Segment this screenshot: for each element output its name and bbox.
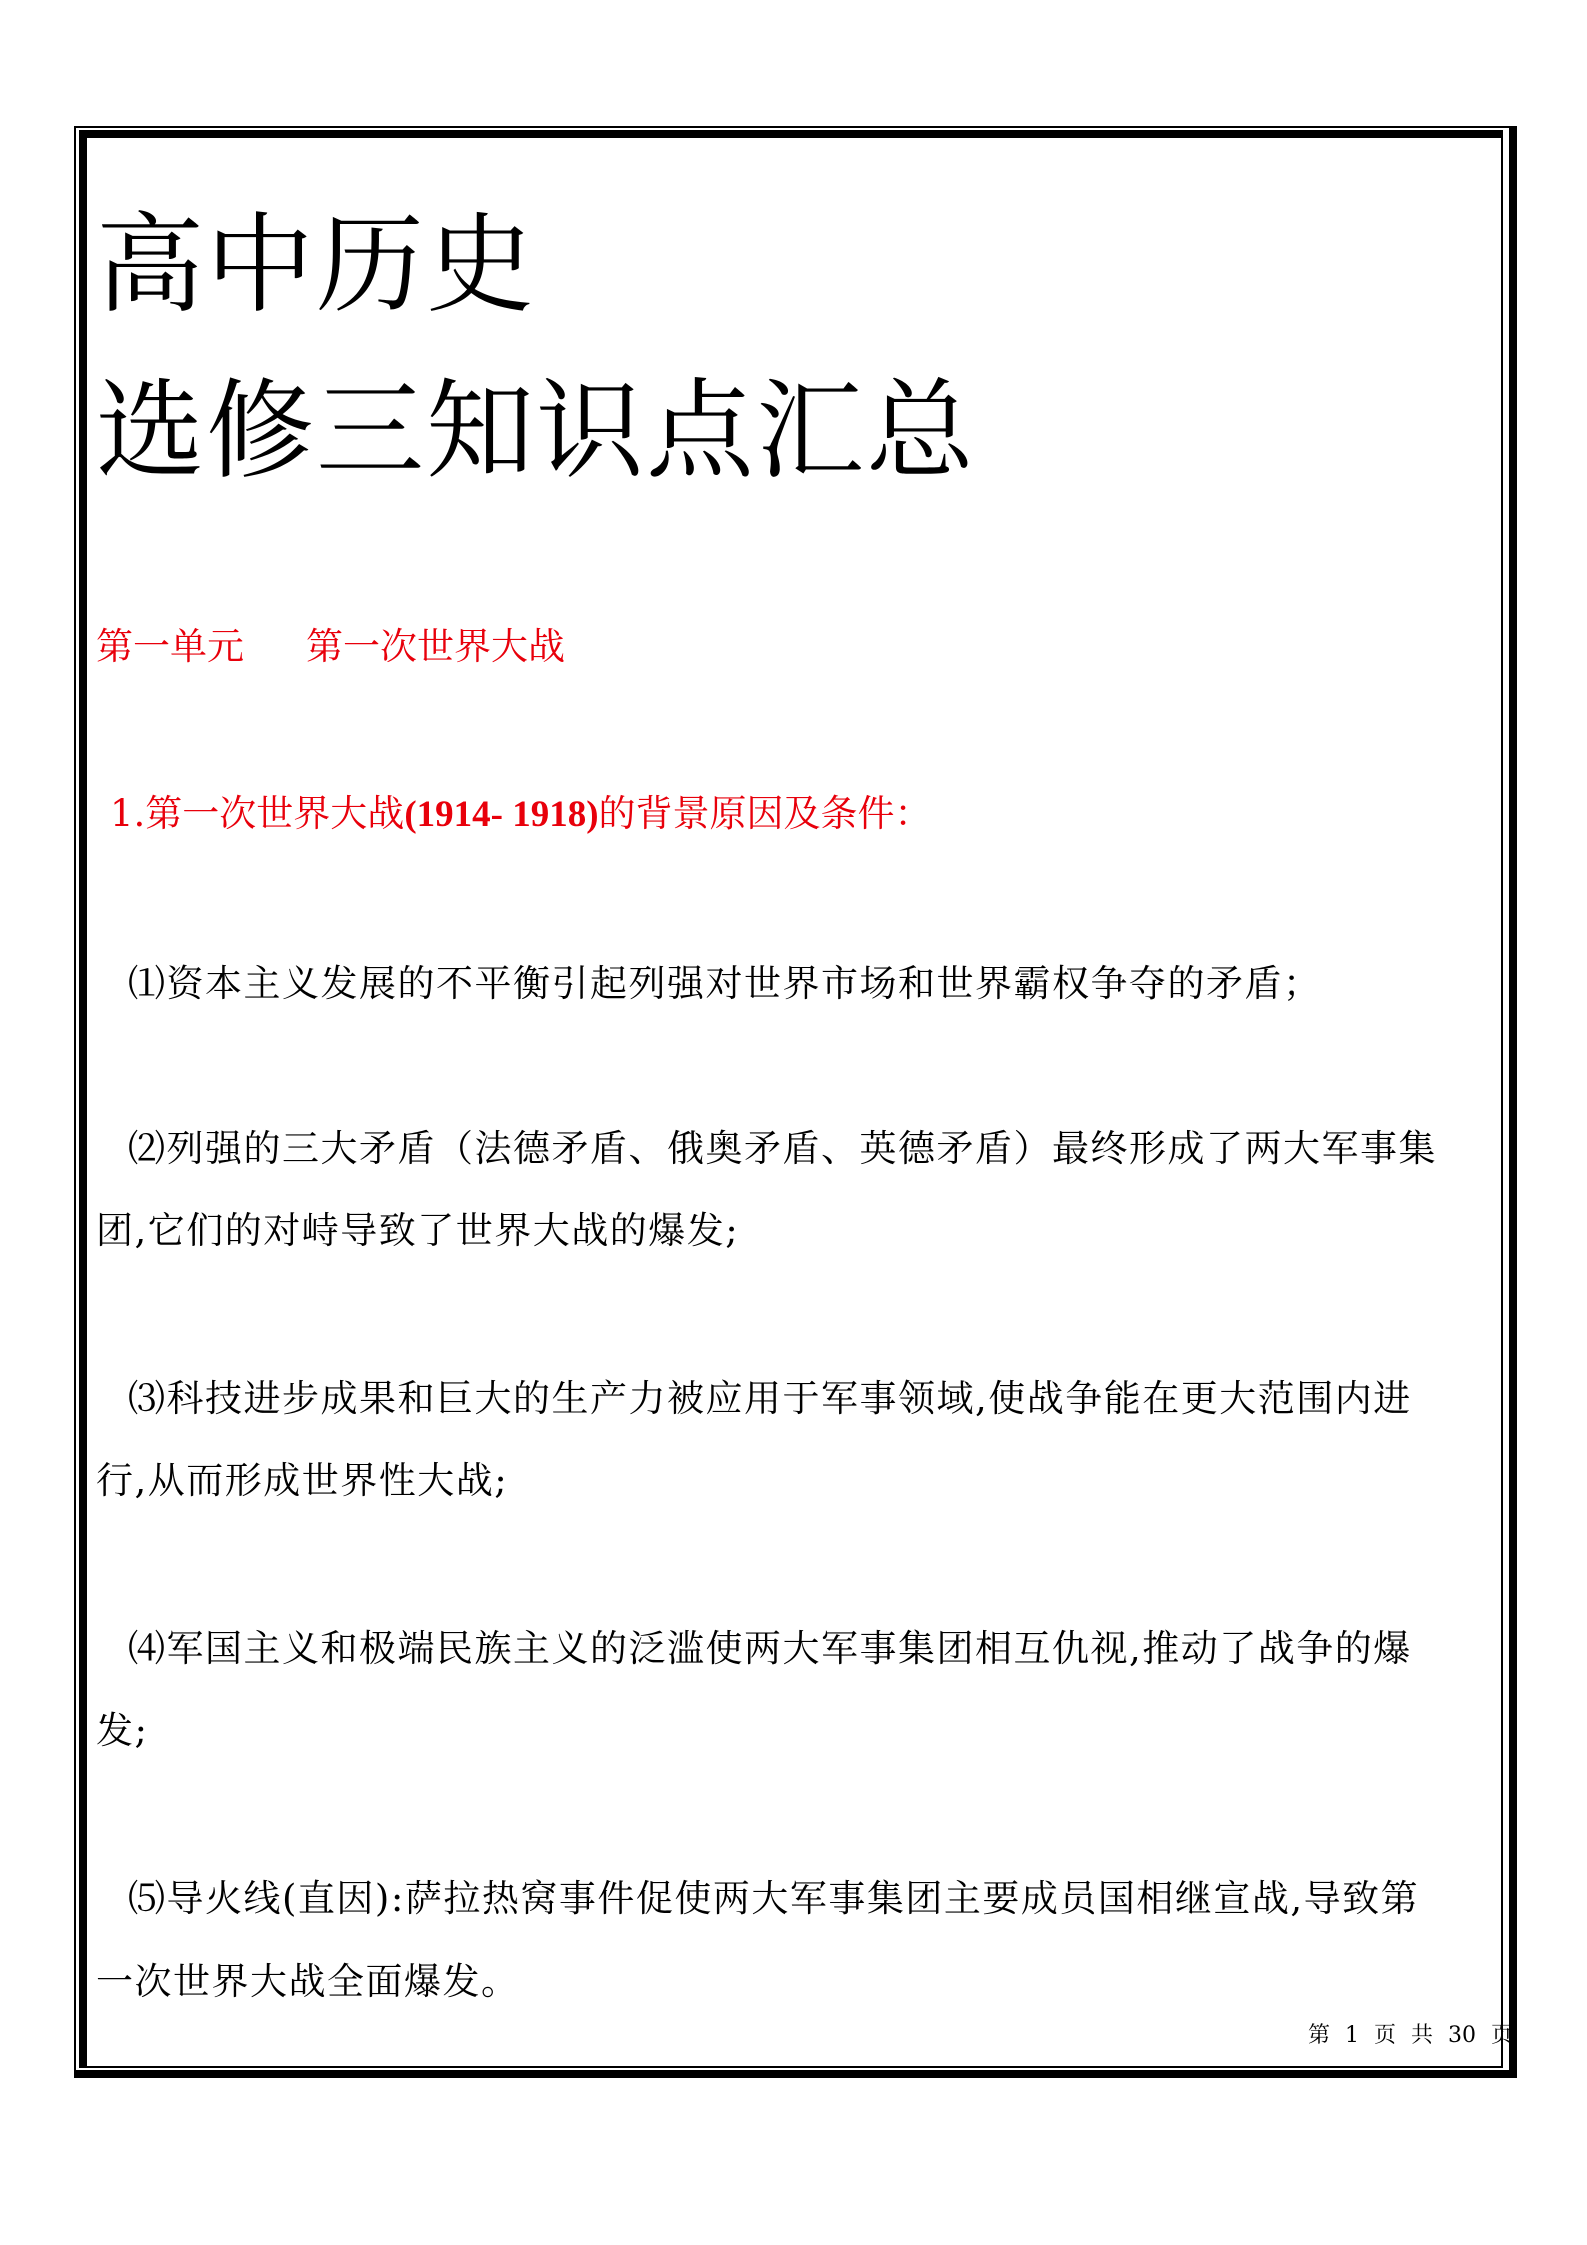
unit-name: 第一次世界大战 bbox=[306, 625, 565, 668]
point-1-line-1: ⑴资本主义发展的不平衡引起列强对世界市场和世界霸权争夺的矛盾； bbox=[128, 962, 1322, 1005]
unit-heading bbox=[96, 625, 565, 668]
doc-title-line-1: 高中历史 bbox=[96, 203, 537, 328]
doc-title-line-2: 选修三知识点汇总 bbox=[96, 369, 977, 494]
section-heading bbox=[110, 792, 932, 835]
point-4-line-2: 发; bbox=[96, 1709, 149, 1752]
section-heading-prefix: 1.第一次世界大战 bbox=[110, 792, 405, 835]
page-number-footer: 第 1 页 共 30 页 bbox=[1308, 2023, 1513, 2048]
point-3-line-1: ⑶科技进步成果和巨大的生产力被应用于军事领域,使战争能在更大范围内进 bbox=[128, 1377, 1412, 1420]
point-5-line-1: ⑸导火线(直因):萨拉热窝事件促使两大军事集团主要成员国相继宣战,导致第 bbox=[128, 1877, 1420, 1920]
point-4-line-1: ⑷军国主义和极端民族主义的泛滥使两大军事集团相互仇视,推动了战争的爆 bbox=[128, 1627, 1412, 1670]
unit-label: 第一单元 bbox=[96, 625, 244, 668]
point-2-line-1: ⑵列强的三大矛盾（法德矛盾、俄奥矛盾、英德矛盾）最终形成了两大军事集 bbox=[128, 1127, 1437, 1170]
section-heading-years: (1914- 1918) bbox=[404, 794, 599, 835]
point-3-line-2: 行,从而形成世界性大战; bbox=[96, 1459, 509, 1502]
section-heading-suffix: 的背景原因及条件： bbox=[598, 792, 932, 835]
point-2-line-2: 团,它们的对峙导致了世界大战的爆发; bbox=[96, 1209, 740, 1252]
point-5-line-2: 一次世界大战全面爆发。 bbox=[96, 1960, 520, 2003]
